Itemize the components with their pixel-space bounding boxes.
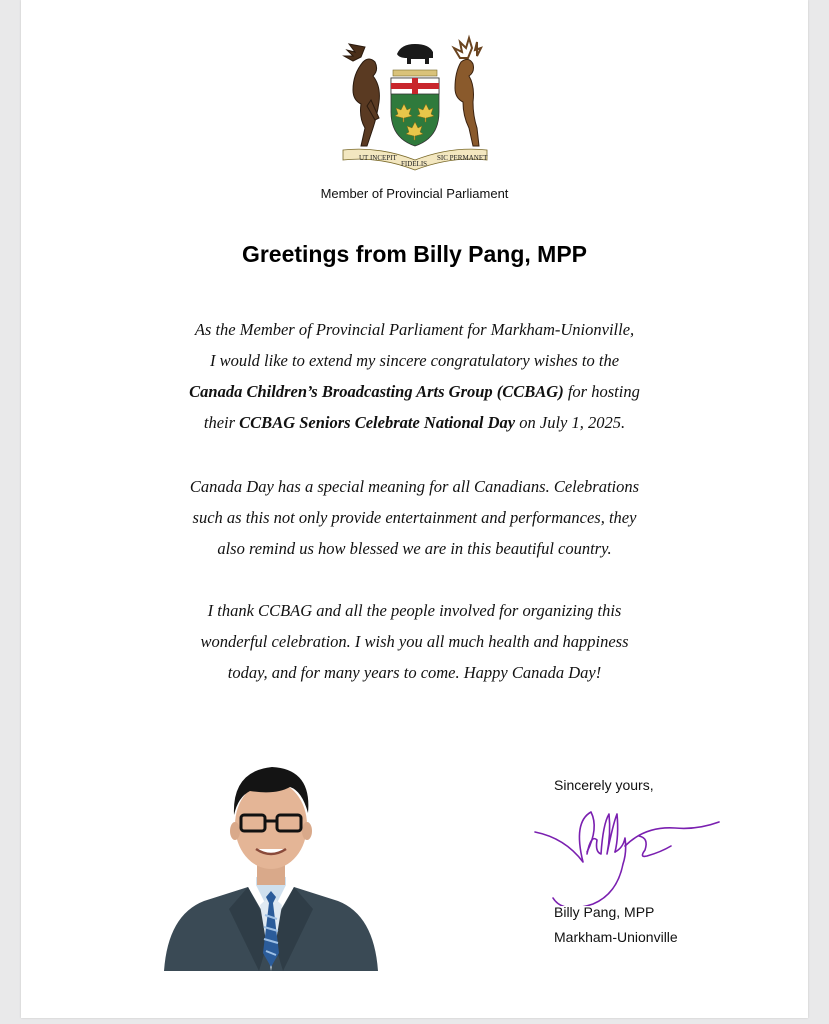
ontario-coat-of-arms: [335, 32, 495, 172]
paragraph1-line1: As the Member of Provincial Parliament for Markham-Unionville,: [194, 320, 635, 339]
motto-center: FIDELIS: [401, 160, 428, 168]
closing-salutation: Sincerely yours,: [554, 777, 654, 793]
letter-headline: Greetings from Billy Pang, MPP: [241, 241, 588, 267]
paragraph-canada-day: [131, 471, 698, 564]
motto-scroll: [343, 149, 488, 170]
paragraph1-line2: I would like to extend my sincere congratulatory wishes to the: [209, 351, 620, 370]
event-name: CCBAG Seniors Celebrate National Day: [239, 413, 516, 432]
signer-riding: Markham-Unionville: [554, 929, 678, 945]
paragraph-congratulations: [131, 314, 698, 438]
paragraph2-line3: also remind us how blessed we are in this beautiful country.: [217, 539, 612, 558]
paragraph3-line1: I thank CCBAG and all the people involved for organizing this: [207, 601, 622, 620]
paragraph1-line4: their CCBAG Seniors Celebrate National Day on July 1, 2025.: [203, 413, 626, 432]
office-title: Member of Provincial Parliament: [320, 186, 509, 201]
paragraph2-line2: such as this not only provide entertainment and performances, they: [192, 508, 637, 527]
letter-page: [21, 0, 808, 1018]
motto-left: UT INCEPIT: [359, 154, 397, 162]
bear-crest: [397, 44, 433, 64]
paragraph1-line3: Canada Children’s Broadcasting Arts Group (CCBAG) for hosting: [189, 382, 640, 401]
mpp-portrait-photo: [156, 745, 386, 971]
handwritten-signature: [529, 796, 729, 906]
paragraph3-line3: today, and for many years to come. Happy Canada Day!: [227, 663, 602, 682]
paragraph3-line2: wonderful celebration. I wish you all much health and happiness: [200, 632, 629, 651]
deer-supporter: [454, 38, 481, 146]
shield: [391, 78, 439, 146]
organization-name: Canada Children’s Broadcasting Arts Group (CCBAG): [189, 382, 564, 401]
moose-supporter: [344, 44, 379, 146]
signer-name: Billy Pang, MPP: [554, 904, 655, 920]
paragraph-thanks: [131, 595, 698, 688]
paragraph2-line1: Canada Day has a special meaning for all Canadians. Celebrations: [189, 477, 640, 496]
motto-right: SIC PERMANET: [437, 154, 488, 162]
